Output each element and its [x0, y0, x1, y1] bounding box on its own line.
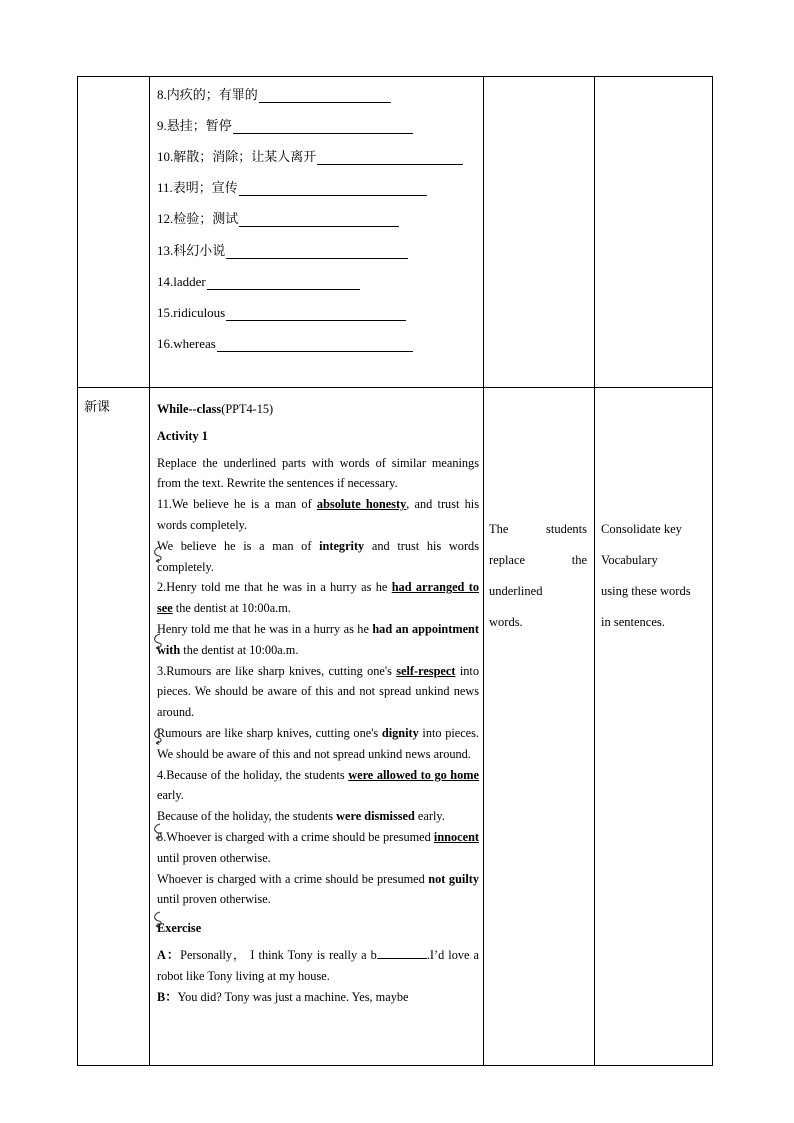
curved-arrow-icon: [151, 822, 165, 840]
table-left-border: [77, 76, 78, 1066]
vocab-label: 13.科幻小说: [157, 243, 226, 258]
table-right-border: [712, 76, 713, 1066]
vocab-label: 9.悬挂；暂停: [157, 118, 232, 133]
vocab-item-11: [157, 176, 427, 196]
activity-title: Activity 1: [157, 428, 208, 443]
row-divider: [77, 387, 713, 388]
answer-blank[interactable]: [317, 150, 463, 165]
activity-instruction: Replace the underlined parts with words of similar meanings from the text. Rewrite the sentences if necessary.: [157, 455, 479, 491]
sentence-3-rewrite: Rumours are like sharp knives, cutting one's dignity into pieces. We should be aware of this and not spread unkind news around.: [157, 725, 480, 761]
purpose-cell: [601, 514, 709, 638]
vocab-label: 15.ridiculous: [157, 305, 226, 320]
sentence-2-rewrite: Henry told me that he was in a hurry as he had an appointment with the dentist at 10:00a.m.: [157, 621, 479, 657]
sentence-3-original: 3.Rumours are like sharp knives, cutting one's self-respect into pieces. We should be aware of this and not spread unkind news around.: [157, 663, 479, 720]
vocab-item-15: [157, 301, 406, 321]
curved-arrow-icon: [151, 727, 165, 745]
answer-blank[interactable]: [226, 244, 408, 259]
sentence-4-rewrite: Because of the holiday, the students were dismissed early.: [157, 809, 445, 824]
vocab-item-8: [157, 83, 391, 103]
answer-blank[interactable]: [239, 212, 399, 227]
exercise-title: Exercise: [157, 921, 202, 936]
sentence-2-original: 2.Henry told me that he was in a hurry as he had arranged to see the dentist at 10:00a.m.: [157, 580, 479, 616]
section-label: 新课: [84, 400, 111, 415]
vocab-label: 14.ladder: [157, 274, 206, 289]
curved-arrow-icon: [151, 910, 165, 928]
column-divider-2: [483, 76, 484, 1066]
vocab-item-16: [157, 332, 413, 352]
curved-arrow-icon: [151, 545, 165, 563]
answer-blank[interactable]: [259, 88, 391, 103]
answer-blank[interactable]: [217, 337, 413, 352]
sentence-5-original: 5.Whoever is charged with a crime should be presumed innocent until proven otherwise.: [157, 829, 479, 865]
exercise-line-a: A：Personally， I think Tony is really a b .I’d love a robot like Tony living at my house.: [157, 945, 479, 987]
column-divider-1: [149, 76, 150, 1066]
exercise-line-b: B：You did? Tony was just a machine. Yes, maybe: [157, 989, 409, 1004]
vocab-item-14: [157, 270, 360, 290]
answer-blank[interactable]: [233, 119, 413, 134]
sentence-4-original: 4.Because of the holiday, the students were allowed to go home early.: [157, 767, 479, 803]
student-activity-line: replace the: [489, 553, 587, 567]
purpose-line: using these words: [601, 584, 691, 598]
vocab-label: 16.whereas: [157, 336, 216, 351]
answer-blank[interactable]: [207, 275, 360, 290]
exercise-blank[interactable]: [377, 945, 427, 959]
vocab-item-10: [157, 145, 463, 165]
table-bottom-border: [77, 1065, 713, 1066]
column-divider-3: [594, 76, 595, 1066]
vocab-label: 11.表明；宣传: [157, 180, 238, 195]
student-activity-line: words.: [489, 615, 523, 629]
vocab-item-12: [157, 207, 399, 227]
table-top-border: [77, 76, 713, 77]
purpose-line: Vocabulary: [601, 553, 658, 567]
vocab-item-9: [157, 114, 413, 134]
student-activity-cell: [489, 514, 587, 638]
vocab-label: 10.解散；消除；让某人离开: [157, 149, 317, 164]
sentence-1-original: 11.We believe he is a man of absolute honesty, and trust his words completely.: [157, 497, 480, 532]
purpose-line: in sentences.: [601, 615, 665, 629]
student-activity-line: The students: [489, 522, 587, 536]
student-activity-line: underlined: [489, 584, 543, 598]
while-class-heading: While--class(PPT4-15): [157, 402, 274, 416]
sentence-5-rewrite: Whoever is charged with a crime should be presumed not guilty until proven otherwise.: [157, 871, 479, 907]
answer-blank[interactable]: [239, 181, 427, 196]
purpose-line: Consolidate key: [601, 522, 682, 536]
answer-blank[interactable]: [226, 306, 406, 321]
vocab-label: 8.内疚的；有罪的: [157, 87, 258, 102]
sentence-1-rewrite: We believe he is a man of integrity and trust his words completely.: [157, 538, 479, 574]
vocab-label: 12.检验；测试: [157, 211, 239, 226]
curved-arrow-icon: [151, 632, 165, 650]
vocab-item-13: [157, 239, 408, 259]
lesson-content: [157, 397, 479, 1007]
